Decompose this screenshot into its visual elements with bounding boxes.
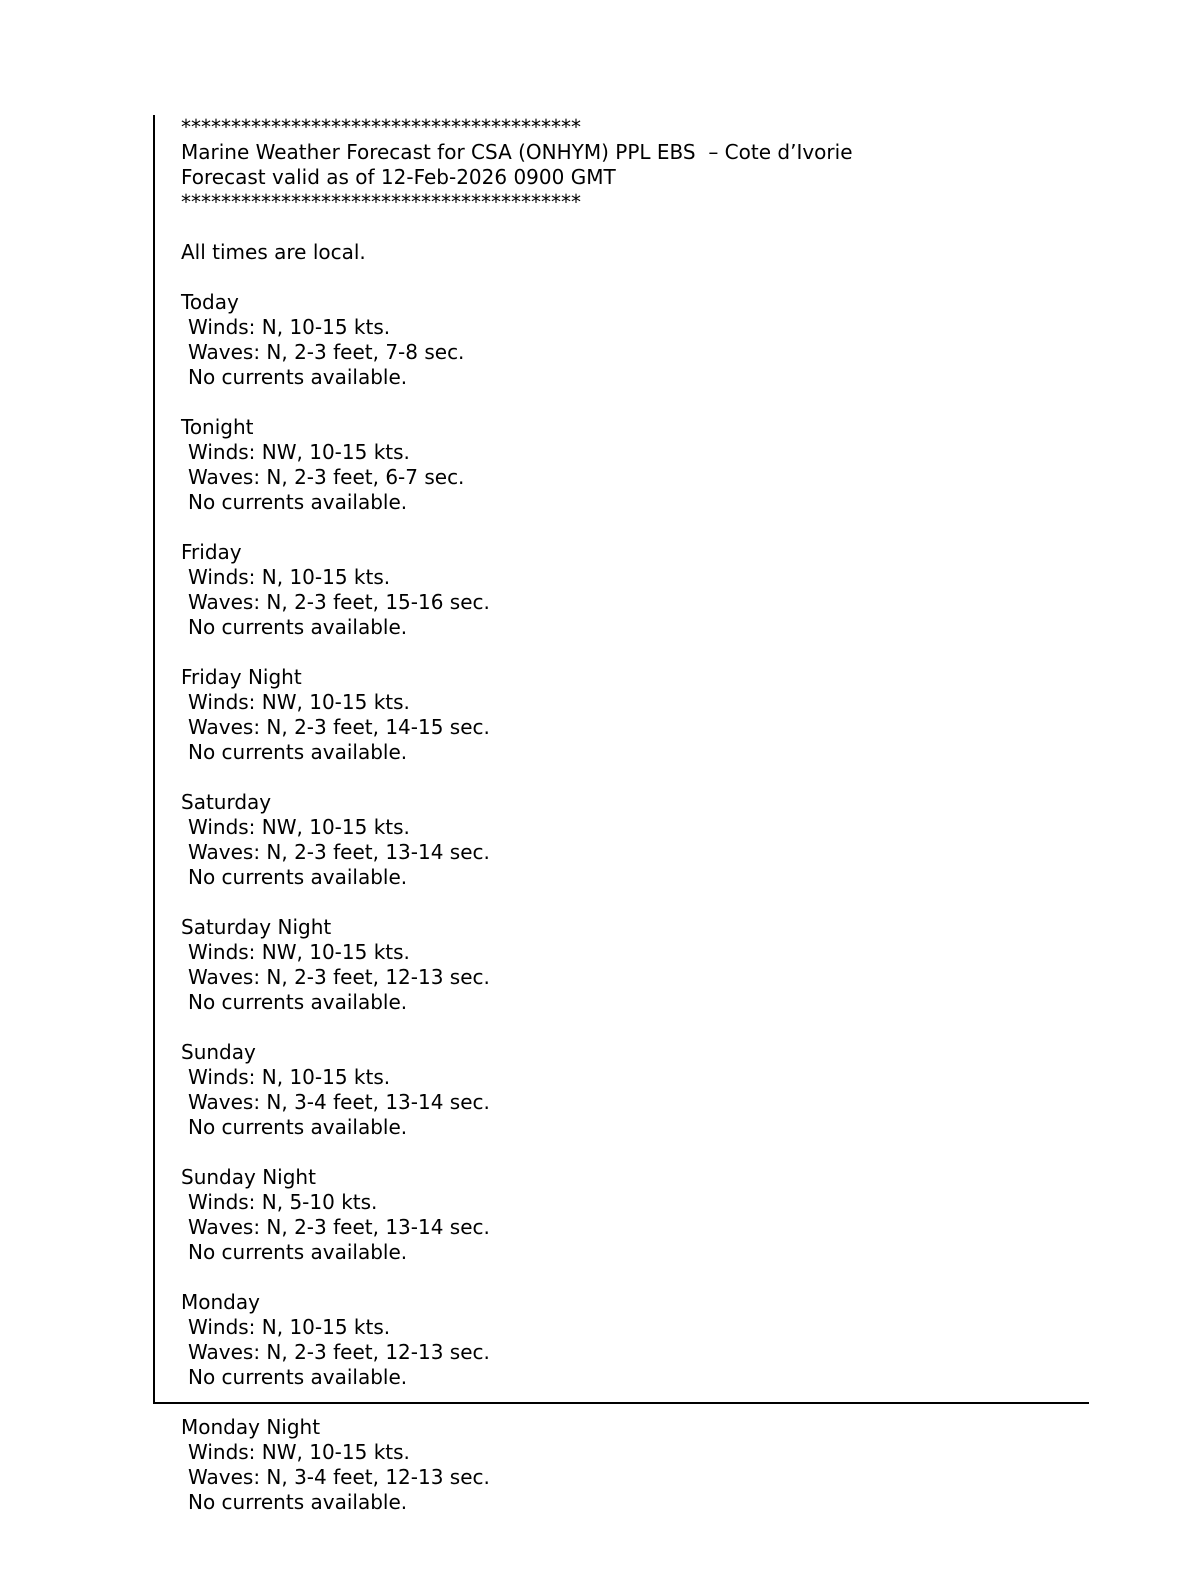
currents-line: No currents available. xyxy=(188,740,408,764)
forecast-section-saturday-night xyxy=(181,915,853,1015)
currents-line: No currents available. xyxy=(188,490,408,514)
section-heading: Today xyxy=(181,290,239,314)
waves-line: Waves: N, 2-3 feet, 7-8 sec. xyxy=(188,340,465,364)
forecast-valid-line: Forecast valid as of 12-Feb-2026 0900 GMT xyxy=(181,165,616,189)
winds-line: Winds: NW, 10-15 kts. xyxy=(188,1440,410,1464)
winds-line: Winds: N, 10-15 kts. xyxy=(188,315,391,339)
waves-line: Waves: N, 3-4 feet, 13-14 sec. xyxy=(188,1090,490,1114)
section-heading: Tonight xyxy=(181,415,254,439)
waves-line: Waves: N, 2-3 feet, 13-14 sec. xyxy=(188,840,490,864)
waves-line: Waves: N, 3-4 feet, 12-13 sec. xyxy=(188,1465,490,1489)
forecast-section-monday-night xyxy=(181,1415,853,1515)
section-heading: Monday Night xyxy=(181,1415,321,1439)
forecast-section-friday-night xyxy=(181,665,853,765)
separator-bottom: **************************************** xyxy=(181,190,581,214)
waves-line: Waves: N, 2-3 feet, 12-13 sec. xyxy=(188,965,490,989)
forecast-section-sunday-night xyxy=(181,1165,853,1265)
section-heading: Saturday xyxy=(181,790,272,814)
currents-line: No currents available. xyxy=(188,1115,408,1139)
currents-line: No currents available. xyxy=(188,865,408,889)
winds-line: Winds: NW, 10-15 kts. xyxy=(188,815,410,839)
forecast-section-today xyxy=(181,290,853,390)
section-heading: Friday Night xyxy=(181,665,302,689)
all-times-note: All times are local. xyxy=(181,240,366,264)
forecast-section-tonight xyxy=(181,415,853,515)
winds-line: Winds: N, 10-15 kts. xyxy=(188,565,391,589)
waves-line: Waves: N, 2-3 feet, 13-14 sec. xyxy=(188,1215,490,1239)
currents-line: No currents available. xyxy=(188,990,408,1014)
winds-line: Winds: N, 10-15 kts. xyxy=(188,1065,391,1089)
section-heading: Sunday Night xyxy=(181,1165,316,1189)
forecast-section-sunday xyxy=(181,1040,853,1140)
forecast-section-friday xyxy=(181,540,853,640)
currents-line: No currents available. xyxy=(188,615,408,639)
waves-line: Waves: N, 2-3 feet, 15-16 sec. xyxy=(188,590,490,614)
waves-line: Waves: N, 2-3 feet, 14-15 sec. xyxy=(188,715,490,739)
winds-line: Winds: NW, 10-15 kts. xyxy=(188,940,410,964)
waves-line: Waves: N, 2-3 feet, 6-7 sec. xyxy=(188,465,465,489)
winds-line: Winds: N, 10-15 kts. xyxy=(188,1315,391,1339)
waves-line: Waves: N, 2-3 feet, 12-13 sec. xyxy=(188,1340,490,1364)
forecast-section-monday xyxy=(181,1290,853,1390)
currents-line: No currents available. xyxy=(188,1365,408,1389)
section-heading: Friday xyxy=(181,540,242,564)
section-heading: Sunday xyxy=(181,1040,256,1064)
forecast-section-saturday xyxy=(181,790,853,890)
document-title: Marine Weather Forecast for CSA (ONHYM) PPL EBS – Cote d’Ivorie xyxy=(181,140,853,164)
forecast-document xyxy=(181,115,853,1515)
section-heading: Monday xyxy=(181,1290,260,1314)
currents-line: No currents available. xyxy=(188,365,408,389)
winds-line: Winds: N, 5-10 kts. xyxy=(188,1190,378,1214)
winds-line: Winds: NW, 10-15 kts. xyxy=(188,690,410,714)
section-heading: Saturday Night xyxy=(181,915,332,939)
separator-top: **************************************** xyxy=(181,115,581,139)
winds-line: Winds: NW, 10-15 kts. xyxy=(188,440,410,464)
currents-line: No currents available. xyxy=(188,1240,408,1264)
currents-line: No currents available. xyxy=(188,1490,408,1514)
